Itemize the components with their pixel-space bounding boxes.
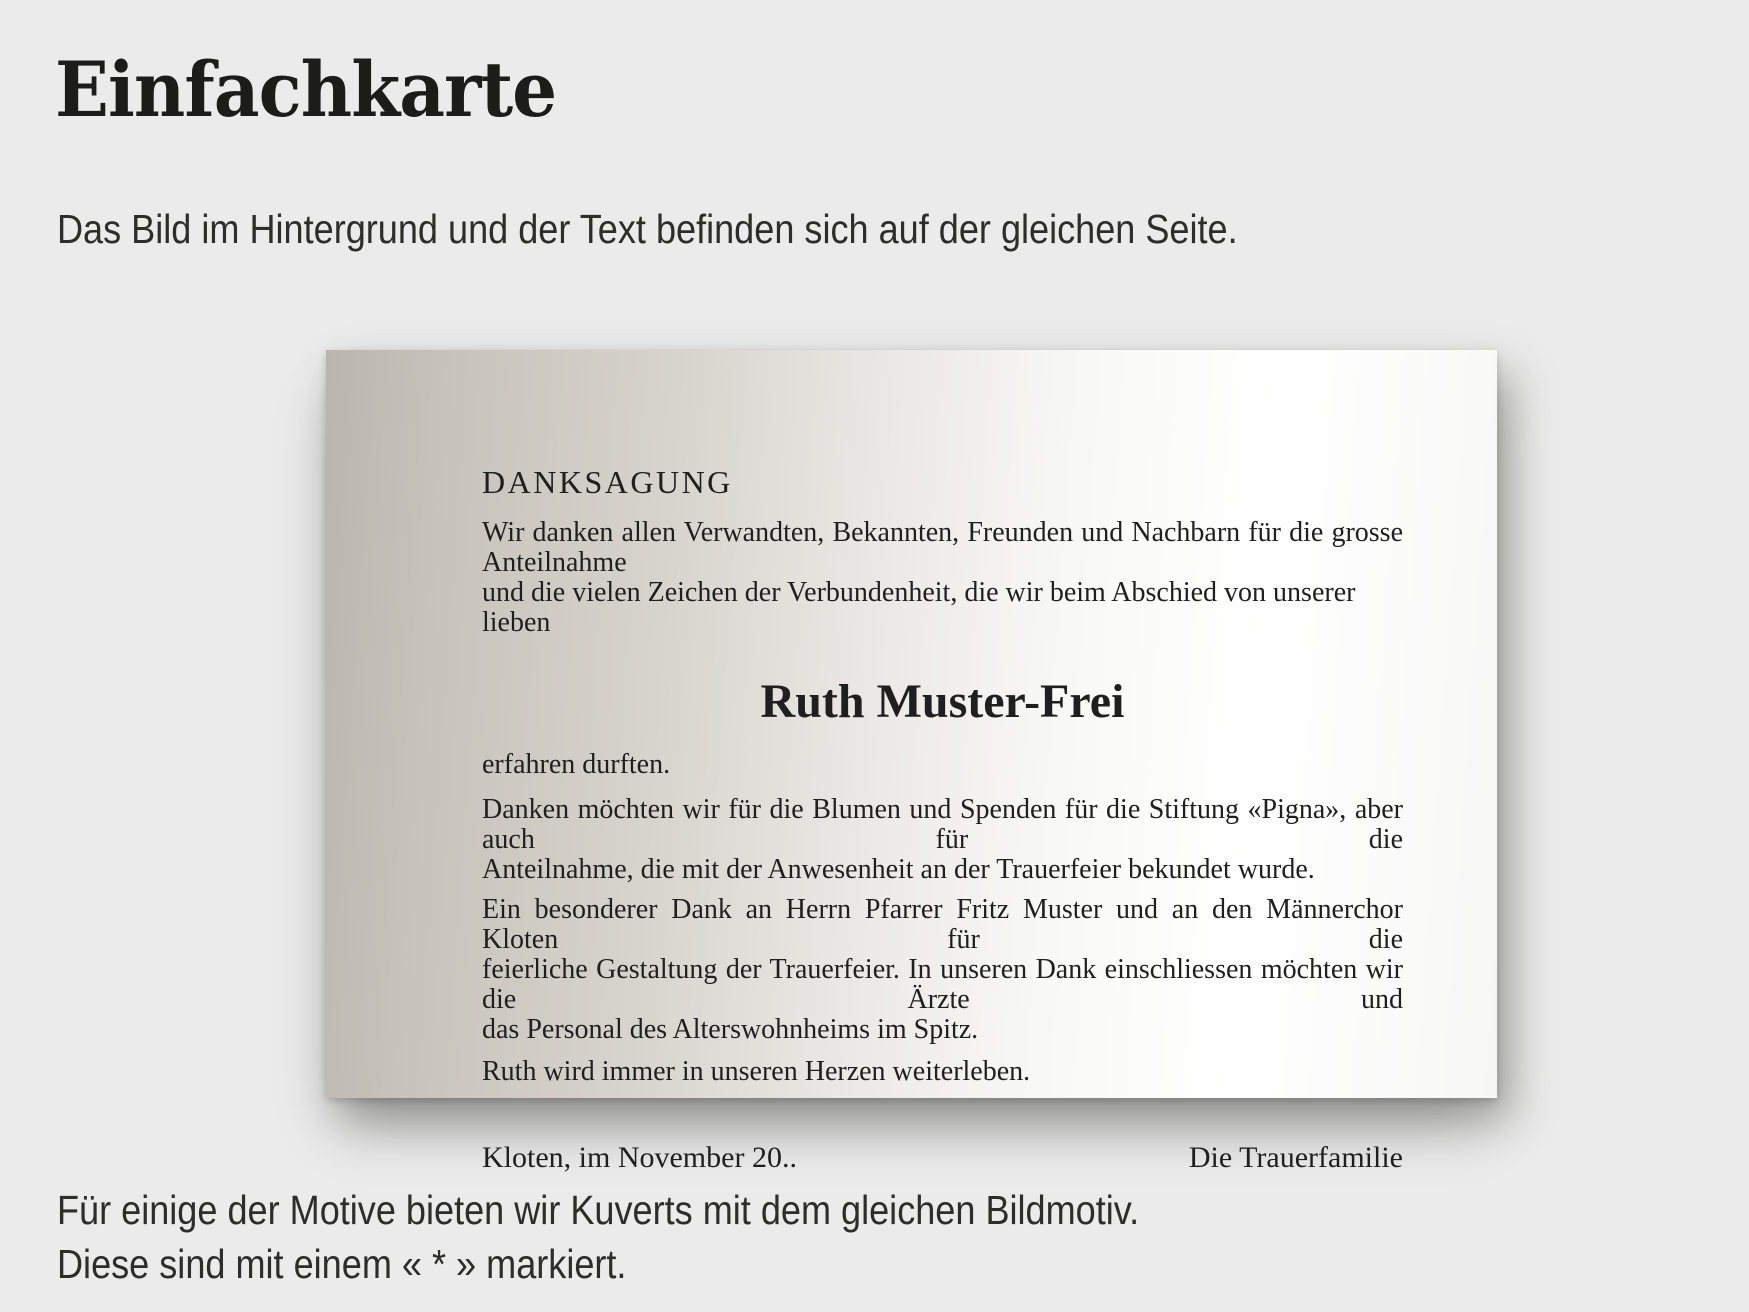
card-paragraph	[482, 750, 1403, 780]
card-place-date: Kloten, im November 20..	[482, 1141, 797, 1174]
card-intro-paragraph	[482, 518, 1403, 638]
card-text-line: und die vielen Zeichen der Verbundenheit, die wir beim Abschied von unserer lieben	[482, 577, 1356, 638]
card-text-line: feierliche Gestaltung der Trauerfeier. In unseren Dank einschliessen möchten wir die Ärzte und	[482, 954, 1403, 1015]
card-paragraph	[482, 795, 1403, 885]
card-text-line: Danken möchten wir für die Blumen und Spenden für die Stiftung «Pigna», aber auch für die	[482, 794, 1403, 855]
card-text-line: erfahren durften.	[482, 749, 671, 780]
card-family-signature: Die Trauerfamilie	[1188, 1141, 1403, 1174]
page-footnote-line-2: Diese sind mit einem « * » markiert.	[57, 1241, 627, 1287]
card-text-line: Wir danken allen Verwandten, Bekannten, Freunden und Nachbarn für die grosse Anteilnahme	[482, 517, 1403, 578]
card-text-line: Anteilnahme, die mit der Anwesenheit an der Trauerfeier bekundet wurde.	[482, 854, 1315, 885]
page-subtitle: Das Bild im Hintergrund und der Text befinden sich auf der gleichen Seite.	[57, 206, 1238, 252]
card-paragraph	[482, 1057, 1403, 1087]
page-footnote-line-1: Für einige der Motive bieten wir Kuverts mit dem gleichen Bildmotiv.	[57, 1187, 1140, 1233]
page-title: Einfachkarte	[55, 45, 557, 134]
card-heading: DANKSAGUNG	[482, 464, 733, 500]
card-text-line: Ruth wird immer in unseren Herzen weiterleben.	[482, 1056, 1031, 1087]
card-text-line: Ein besonderer Dank an Herrn Pfarrer Fritz Muster und an den Männerchor Kloten für die	[482, 894, 1403, 955]
memorial-card-preview	[326, 350, 1497, 1174]
card-text-line: das Personal des Alterswohnheims im Spitz.	[482, 1014, 979, 1045]
deceased-name: Ruth Muster-Frei	[760, 675, 1125, 728]
card-footer	[482, 1142, 1403, 1174]
memorial-card-content	[482, 464, 1403, 1174]
card-paragraph	[482, 895, 1403, 1045]
